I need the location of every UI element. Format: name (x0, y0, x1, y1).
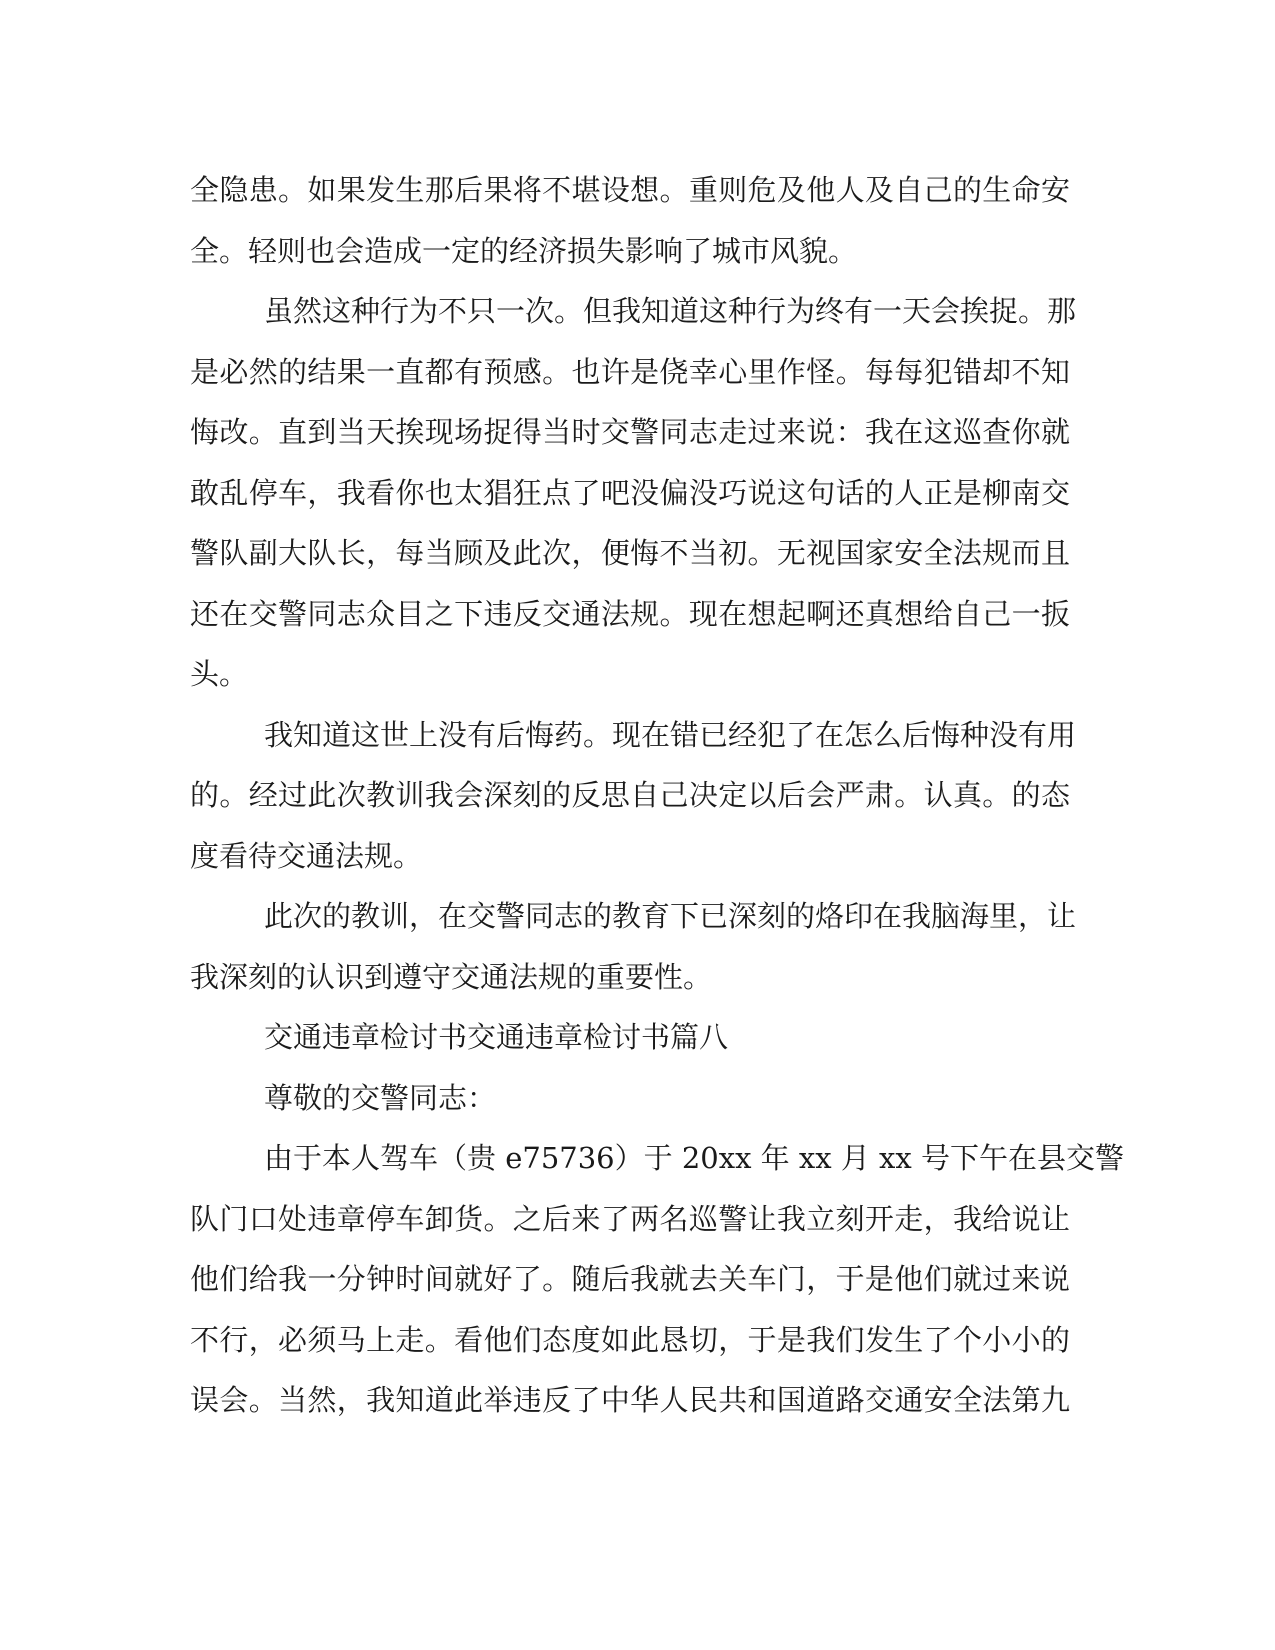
text-line: 敢乱停车，我看你也太猖狂点了吧没偏没巧说这句话的人正是柳南交 (190, 475, 1070, 510)
text-line: 悔改。直到当天挨现场捉得当时交警同志走过来说：我在这巡查你就 (190, 415, 1070, 449)
text-line: 度看待交通法规。 (190, 838, 423, 873)
text-line: 误会。当然，我知道此举违反了中华人民共和国道路交通安全法第九 (190, 1383, 1070, 1417)
paragraph-first-line: 我知道这世上没有后悔药。现在错已经犯了在怎么后悔种没有用 (264, 717, 1077, 752)
text-line: 还在交警同志众目之下违反交通法规。现在想起啊还真想给自己一扳 (190, 596, 1070, 631)
text-line: 全隐患。如果发生那后果将不堪设想。重则危及他人及自己的生命安 (190, 173, 1070, 207)
text-line: 头。 (190, 657, 249, 691)
paragraph-first-line: 由于本人驾车（贵 e75736）于 20xx 年 xx 月 xx 号下午在县交警 (264, 1141, 1124, 1175)
text-line: 全。轻则也会造成一定的经济损失影响了城市风貌。 (190, 233, 858, 268)
text-line: 不行，必须马上走。看他们态度如此恳切，于是我们发生了个小小的 (190, 1322, 1070, 1357)
text-line: 是必然的结果一直都有预感。也许是侥幸心里作怪。每每犯错却不知 (190, 354, 1070, 389)
text-line: 我深刻的认识到遵守交通法规的重要性。 (190, 959, 713, 994)
text-line: 警队副大队长，每当顾及此次，便悔不当初。无视国家安全法规而且 (190, 536, 1070, 570)
text-line: 他们给我一分钟时间就好了。随后我就去关车门，于是他们就过来说 (190, 1262, 1070, 1296)
paragraph-first-line: 虽然这种行为不只一次。但我知道这种行为终有一天会挨捉。那 (264, 294, 1077, 328)
section-heading: 交通违章检讨书交通违章检讨书篇八 (264, 1020, 729, 1054)
salutation: 尊敬的交警同志： (264, 1080, 497, 1115)
text-line: 队门口处违章停车卸货。之后来了两名巡警让我立刻开走，我给说让 (190, 1201, 1070, 1236)
document-body (190, 160, 1124, 1431)
paragraph-first-line: 此次的教训，在交警同志的教育下已深刻的烙印在我脑海里，让 (264, 899, 1077, 933)
text-line: 的。经过此次教训我会深刻的反思自己决定以后会严肃。认真。的态 (190, 778, 1070, 812)
